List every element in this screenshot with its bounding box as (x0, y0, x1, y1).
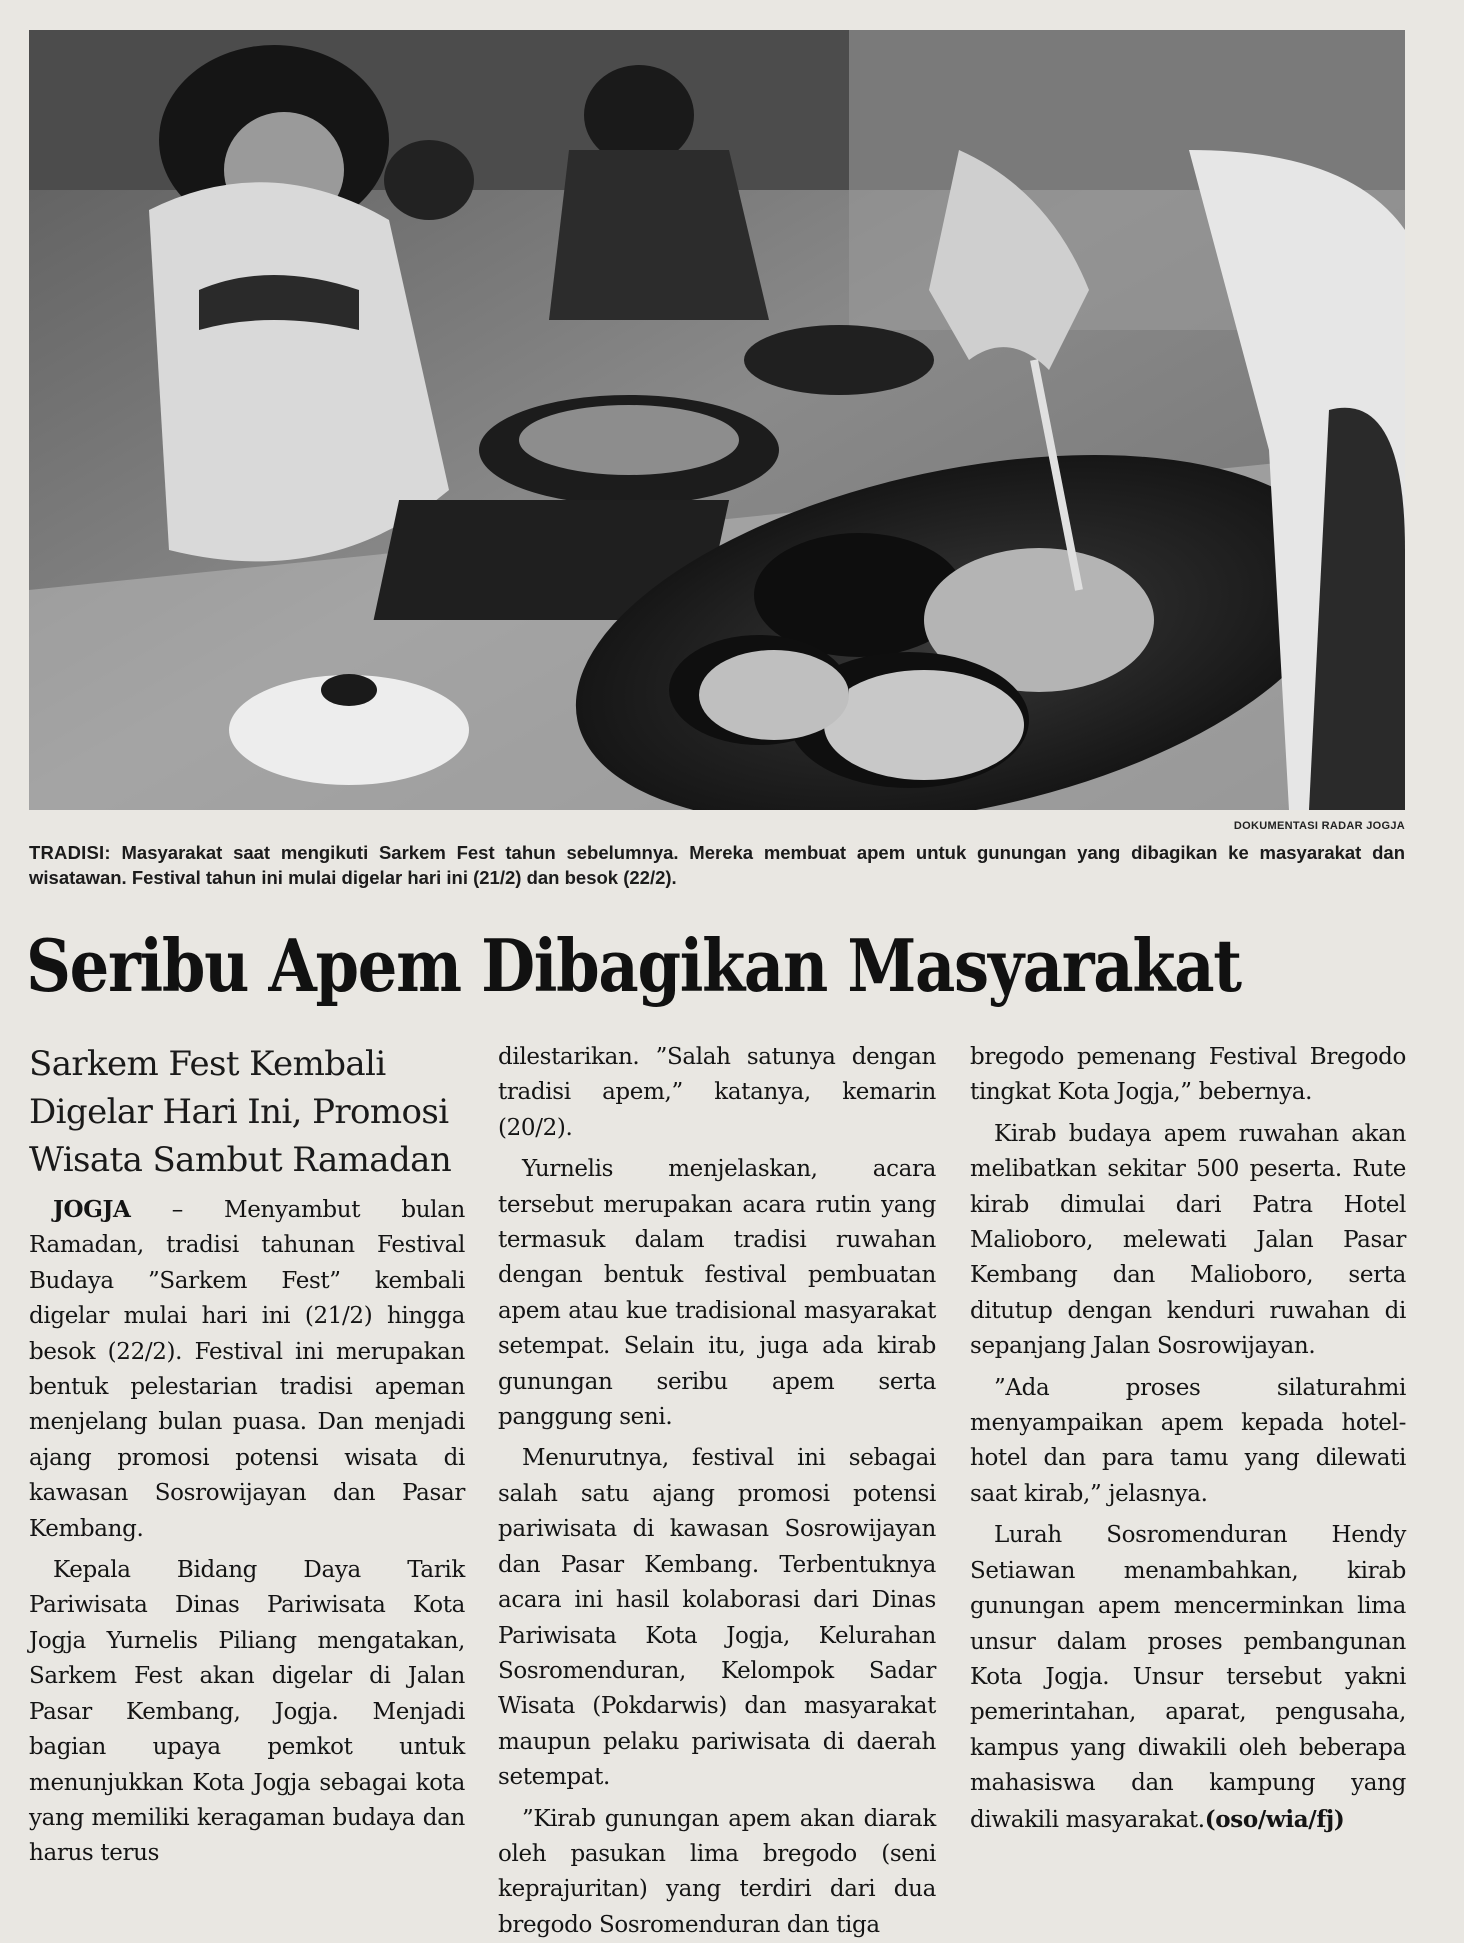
paragraph-4: Menurutnya, festival ini sebagai salah satu ajang promosi potensi pariwisata di kawasan Sosrowijayan dan Pasar Kembang. Terbentuknya acara ini hasil kolaborasi dari Dinas Pariwisata Kota Jogja, Kelurahan Sosromenduran, Kelompok Sadar Wisata (Pokdarwis) dan masyarakat maupun pelaku pariwisata di daerah setempat. (498, 1445, 936, 1791)
byline: (oso/wia/fj) (1204, 1805, 1345, 1833)
bleed-through-text (1000, 2, 1006, 28)
subheadline: Sarkem Fest Kembali Digelar Hari Ini, Promosi Wisata Sambut Ramadan (29, 1044, 452, 1180)
article-column-3 (970, 1040, 1406, 1838)
paragraph-2-continued: dilestarikan. ”Salah satunya dengan tradisi apem,” katanya, kemarin (20/2). (498, 1044, 936, 1141)
photo-caption (29, 840, 1405, 890)
caption-label: TRADISI: (29, 842, 111, 863)
women-cooking-apem-photo (29, 30, 1405, 810)
headline: Seribu Apem Dibagikan Masyarakat (26, 923, 1241, 1008)
article-column-2 (498, 1040, 936, 1943)
dateline: JOGJA (53, 1196, 131, 1223)
paragraph-8: Lurah Sosromenduran Hendy Setiawan menambahkan, kirab gunungan apem mencerminkan lima unsur dalam proses pembangunan Kota Jogja. Unsur tersebut yakni pemerintahan, aparat, pengusaha, kampus yang diwakili oleh beberapa mahasiswa dan kampung yang diwakili masyarakat.(oso/wia/fj) (970, 1522, 1406, 1833)
paragraph-6: Kirab budaya apem ruwahan akan melibatkan sekitar 500 peserta. Rute kirab dimulai dari Patra Hotel Malioboro, melewati Jalan Pasar Kembang dan Malioboro, serta ditutup dengan kenduri ruwahan di sepanjang Jalan Sosrowijayan. (970, 1120, 1406, 1360)
article-column-1 (29, 1040, 465, 1872)
paragraph-5-continued: bregodo pemenang Festival Bregodo tingkat Kota Jogja,” bebernya. (970, 1044, 1406, 1106)
photo-credit: DOKUMENTASI RADAR JOGJA (1233, 820, 1405, 832)
paragraph-1: JOGJA – Menyambut bulan Ramadan, tradisi tahunan Festival Budaya ”Sarkem Fest” kembali digelar mulai hari ini (21/2) hingga besok (22/2). Festival ini merupakan bentuk pelestarian tradisi apeman menjelang bulan puasa. Dan menjadi ajang promosi potensi wisata di kawasan Sosrowijayan dan Pasar Kembang. (29, 1196, 465, 1542)
paragraph-2: Kepala Bidang Daya Tarik Pariwisata Dinas Pariwisata Kota Jogja Yurnelis Piliang mengatakan, Sarkem Fest akan digelar di Jalan Pasar Kembang, Jogja. Menjadi bagian upaya pemkot untuk menunjukkan Kota Jogja sebagai kota yang memiliki keragaman budaya dan harus terus (29, 1557, 465, 1867)
paragraph-5: ”Kirab gunungan apem akan diarak oleh pasukan lima bregodo (seni keprajuritan) yang terdiri dari dua bregodo Sosromenduran dan tiga (498, 1805, 936, 1938)
article-photo (29, 30, 1405, 810)
paragraph-3: Yurnelis menjelaskan, acara tersebut merupakan acara rutin yang termasuk dalam tradisi ruwahan dengan bentuk festival pembuatan apem atau kue tradisional masyarakat setempat. Selain itu, juga ada kirab gunungan seribu apem serta panggung seni. (498, 1156, 936, 1431)
paragraph-7: ”Ada proses silaturahmi menyampaikan apem kepada hotel-hotel dan para tamu yang dilewati saat kirab,” jelasnya. (970, 1374, 1406, 1507)
caption-text: Masyarakat saat mengikuti Sarkem Fest tahun sebelumnya. Mereka membuat apem untuk gunungan yang dibagikan ke masyarakat dan wisatawan. Festival tahun ini mulai digelar hari ini (21/2) dan besok (22/2). (29, 842, 1405, 888)
